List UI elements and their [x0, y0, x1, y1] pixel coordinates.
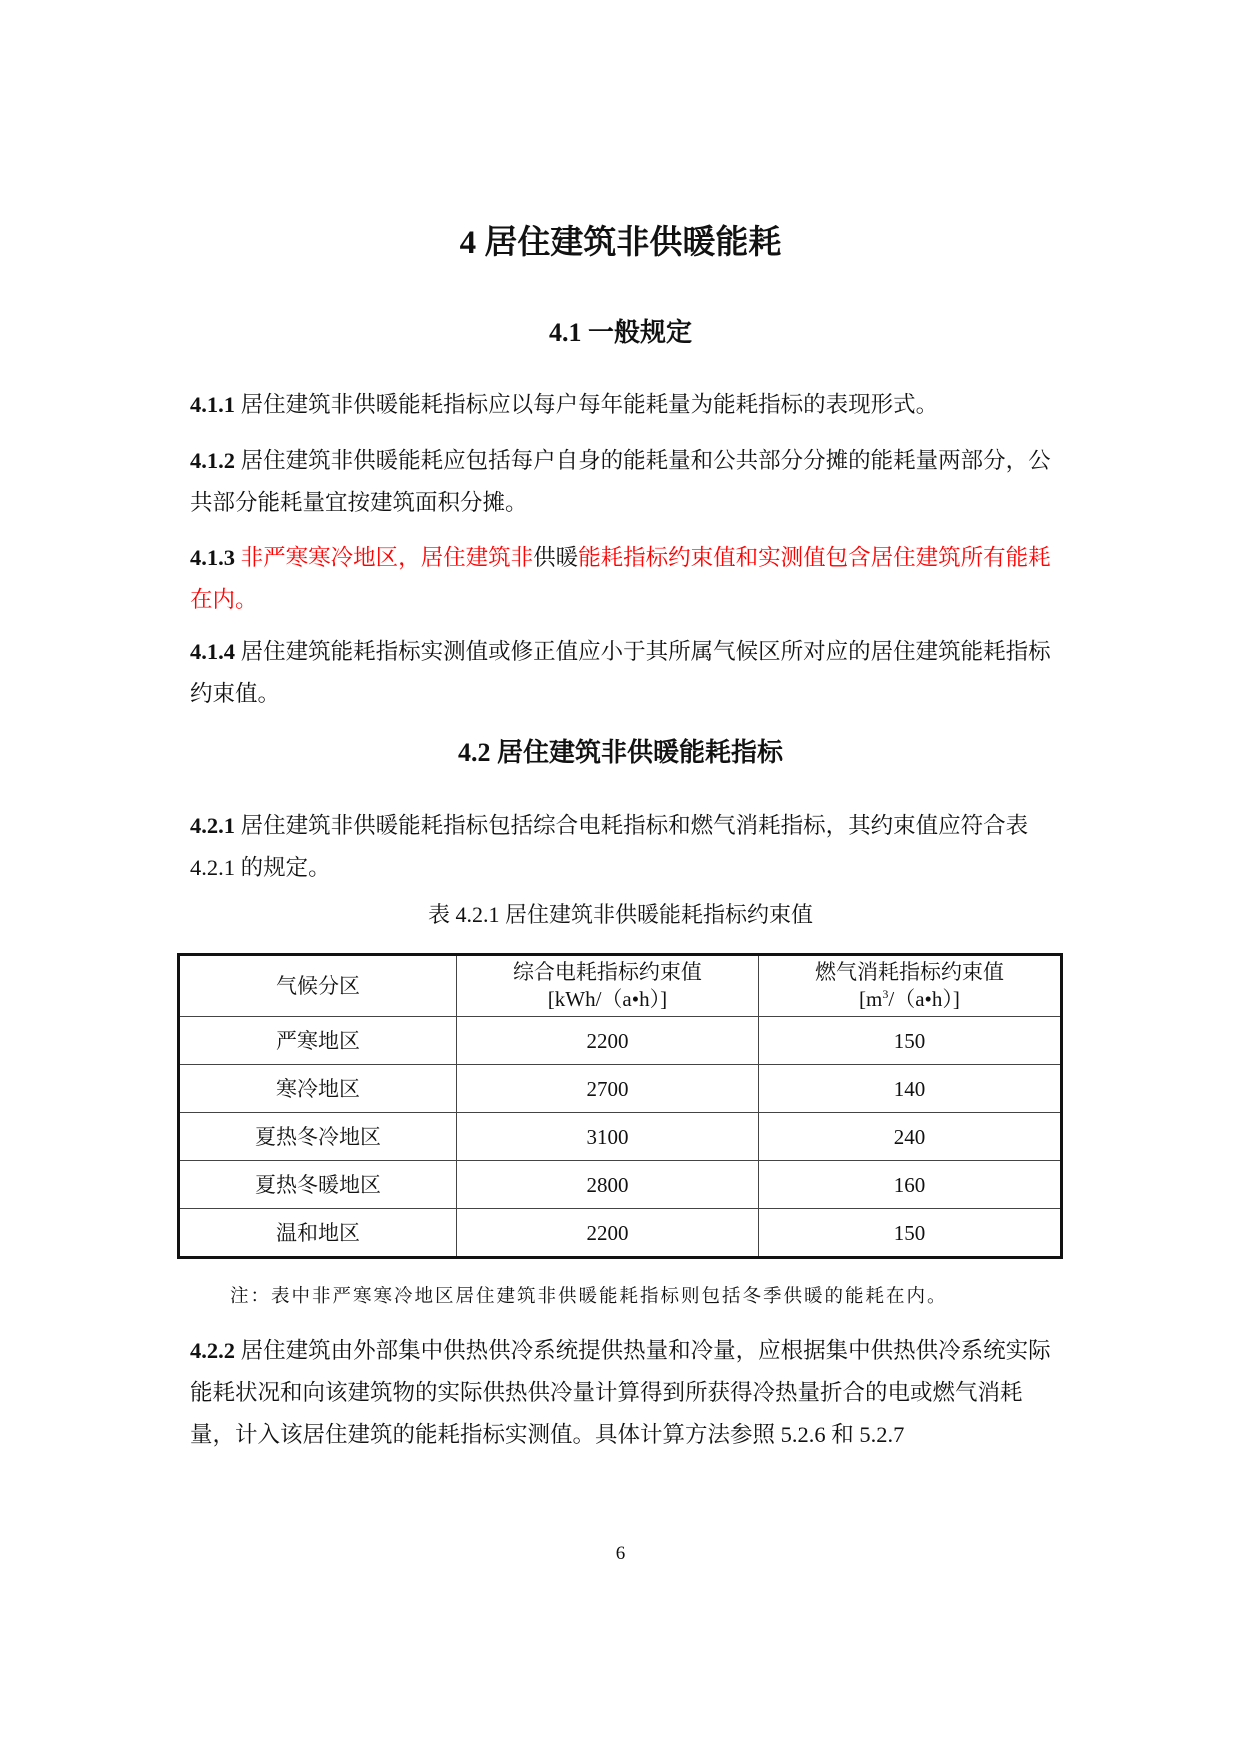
header-label: 综合电耗指标约束值	[512, 960, 702, 984]
page-number: 6	[615, 1543, 626, 1564]
clause-number: 4.1.1	[190, 392, 235, 417]
clause-number: 4.2.1	[190, 813, 235, 838]
clause-text: 居住建筑由外部集中供热供冷系统提供热量和冷量，应根据集中供热供冷系统实际能耗状况和向该建筑物的实际供热供冷量计算得到所获得冷热量折合的电或燃气消耗量，计入该居住建筑的能耗指标实测值。具体计算方法参照 5.2.6 和 5.2.7	[190, 1338, 1051, 1447]
clause-text: 供暖	[533, 545, 579, 570]
clause-text: 居住建筑非供暖能耗应包括每户自身的能耗量和公共部分分摊的能耗量两部分，公共部分能耗量宜按建筑面积分摊。	[190, 448, 1051, 515]
cell-zone: 严寒地区	[179, 1017, 457, 1065]
cell-electricity: 2800	[456, 1161, 758, 1209]
table-row	[179, 1209, 1062, 1258]
clause-4-1-2	[190, 440, 1060, 524]
clause-text-highlight: 非严寒寒冷地区，居住建筑非	[240, 545, 534, 570]
cell-zone: 温和地区	[179, 1209, 457, 1258]
clause-text: 居住建筑能耗指标实测值或修正值应小于其所属气候区所对应的居住建筑能耗指标约束值。	[190, 639, 1051, 706]
cell-gas: 150	[758, 1017, 1061, 1065]
cell-gas: 140	[758, 1065, 1061, 1113]
cell-zone: 夏热冬暖地区	[179, 1161, 457, 1209]
cell-electricity: 2200	[456, 1017, 758, 1065]
cell-electricity: 2200	[456, 1209, 758, 1258]
table-caption: 表 4.2.1 居住建筑非供暖能耗指标约束值	[427, 902, 813, 927]
table-row	[179, 1017, 1062, 1065]
clause-4-2-2	[190, 1330, 1060, 1456]
header-climate-zone: 气候分区	[179, 955, 457, 1017]
cell-electricity: 3100	[456, 1113, 758, 1161]
section-title-4-1: 4.1 一般规定	[548, 318, 692, 347]
header-unit: $[m^3/(a•h)]$	[859, 987, 960, 1011]
clause-4-1-1	[190, 384, 1060, 426]
table-header-row	[179, 955, 1062, 1017]
header-label: 燃气消耗指标约束值	[814, 960, 1004, 984]
clause-4-1-4	[190, 631, 1060, 715]
cell-gas: 240	[758, 1113, 1061, 1161]
clause-4-2-1	[190, 805, 1060, 889]
table-row	[179, 1065, 1062, 1113]
clause-text: 居住建筑非供暖能耗指标应以每户每年能耗量为能耗指标的表现形式。	[240, 392, 939, 417]
cell-gas: 150	[758, 1209, 1061, 1258]
constraint-table	[177, 953, 1063, 1259]
cell-zone: 寒冷地区	[179, 1065, 457, 1113]
chapter-title: 4 居住建筑非供暖能耗	[459, 225, 782, 261]
clause-number: 4.2.2	[190, 1338, 235, 1363]
table-row	[179, 1113, 1062, 1161]
header-unit: [kWh/（a•h）]	[547, 987, 668, 1011]
header-gas	[758, 955, 1061, 1017]
cell-electricity: 2700	[456, 1065, 758, 1113]
clause-number: 4.1.2	[190, 448, 235, 473]
clause-number: 4.1.3	[190, 545, 235, 570]
clause-text-highlight: 能耗指标约束值和实测值包含居住建筑所有能耗在内。	[190, 545, 1051, 612]
clause-4-1-3	[190, 537, 1060, 621]
header-electricity	[456, 955, 758, 1017]
table-note: 注：表中非严寒寒冷地区居住建筑非供暖能耗指标则包括冬季供暖的能耗在内。	[230, 1286, 948, 1307]
cell-zone: 夏热冬冷地区	[179, 1113, 457, 1161]
table-row	[179, 1161, 1062, 1209]
section-title-4-2: 4.2 居住建筑非供暖能耗指标	[457, 738, 783, 767]
cell-gas: 160	[758, 1161, 1061, 1209]
clause-text: 居住建筑非供暖能耗指标包括综合电耗指标和燃气消耗指标，其约束值应符合表 4.2.1 的规定。	[190, 813, 1029, 880]
clause-number: 4.1.4	[190, 639, 235, 664]
